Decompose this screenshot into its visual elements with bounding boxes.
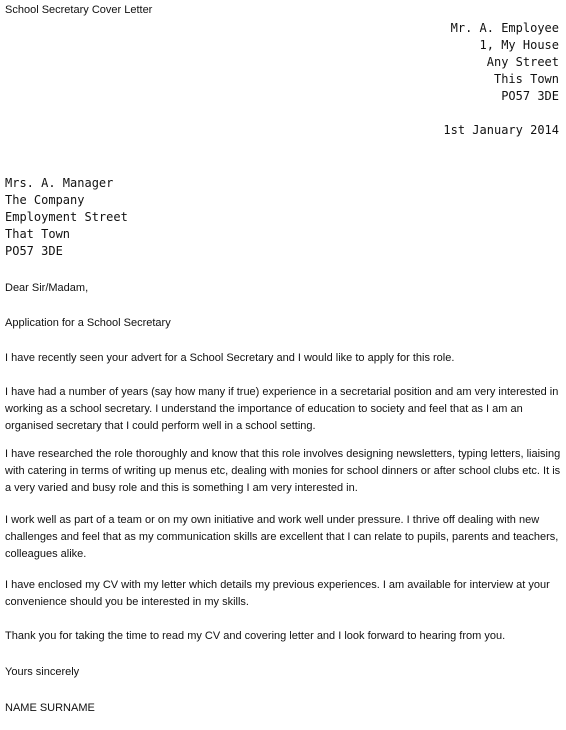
closing: Yours sincerely	[5, 666, 80, 678]
paragraph-skills: I work well as part of a team or on my own initiative and work well under pressure. I thrive off dealing with new challenges and feel that as my communication skills are excellent that I can relate to pupils, parents and teachers, colleagues alike.	[5, 514, 559, 560]
sender-name: Mr. A. Employee	[450, 21, 559, 35]
letter-date: 1st January 2014	[443, 123, 559, 137]
paragraph-cv-enclosed: I have enclosed my CV with my letter which details my previous experiences. I am available for interview at your convenience should you be interested in my skills.	[5, 579, 550, 608]
recipient-name: Mrs. A. Manager	[5, 176, 114, 190]
sender-address-town: This Town	[493, 72, 559, 86]
recipient-town: That Town	[5, 227, 71, 241]
salutation: Dear Sir/Madam,	[5, 282, 89, 294]
sender-postcode: PO57 3DE	[501, 89, 559, 103]
paragraph-intro: I have recently seen your advert for a School Secretary and I would like to apply for this role.	[5, 352, 455, 364]
paragraph-thanks: Thank you for taking the time to read my CV and covering letter and I look forward to hearing from you.	[5, 630, 506, 642]
recipient-address	[5, 175, 128, 260]
recipient-company: The Company	[5, 193, 85, 207]
signature: NAME SURNAME	[5, 702, 95, 714]
document-title: School Secretary Cover Letter	[5, 4, 153, 16]
sender-address	[451, 20, 559, 105]
recipient-postcode: PO57 3DE	[5, 244, 63, 258]
paragraph-role-research: I have researched the role thoroughly and know that this role involves designing newsletters, typing letters, liaising with catering in terms of writing up menus etc, dealing with monies for school dinners or after school clubs etc. It is a very varied and busy role and this is something I am very interested in.	[5, 448, 561, 494]
paragraph-experience: I have had a number of years (say how many if true) experience in a secretarial position and am very interested in working as a school secretary. I understand the importance of education to society and feel that as I am an organised secretary that I could perform well in a school setting.	[5, 386, 559, 432]
recipient-street: Employment Street	[5, 210, 128, 224]
subject-line: Application for a School Secretary	[5, 317, 171, 329]
sender-address-line-1: 1, My House	[479, 38, 559, 52]
sender-address-street: Any Street	[486, 55, 559, 69]
